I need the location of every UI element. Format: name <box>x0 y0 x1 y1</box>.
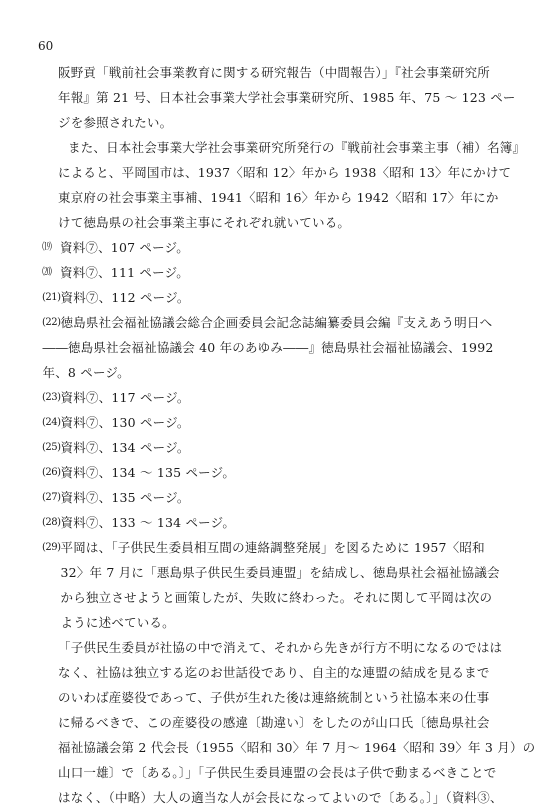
text-line: のいわば産婆役であって、子供が生れた後は連絡統制という社協本来の仕事 <box>58 690 490 705</box>
text-line: 資料⑦、117 ページ。 <box>60 390 190 405</box>
second-paragraph <box>42 135 526 235</box>
text-line: から独立させようと画策したが、失敗に終わった。それに関して平岡は次の <box>60 590 493 605</box>
footnote-number: (23) <box>42 392 61 403</box>
text-line: 資料⑦、135 ページ。 <box>60 490 190 505</box>
text-line: によると、平岡国市は、1937〈昭和 12〉年から 1938〈昭和 13〉年にかけて <box>58 165 512 180</box>
text-line: 資料⑦、134 ページ。 <box>60 440 190 455</box>
footnote-number: (25) <box>42 442 61 453</box>
footnote-number: (27) <box>42 492 61 503</box>
footnote-26 <box>42 460 504 485</box>
footnote-number: (24) <box>42 417 61 428</box>
quotation-block <box>42 635 536 810</box>
footnote-29 <box>42 535 504 635</box>
text-line: けて徳島県の社会事業主事にそれぞれ就いている。 <box>58 215 351 230</box>
text-line: ジを参照されたい。 <box>58 115 173 130</box>
text-line: ――徳島県社会福祉協議会 40 年のあゆみ――』徳島県社会福祉協議会、1992 <box>42 340 494 355</box>
footnote-25 <box>42 435 504 460</box>
text-line: 資料⑦、107 ページ。 <box>60 240 189 255</box>
text-line: 東京府の社会事業主事補、1941〈昭和 16〉年から 1942〈昭和 17〉年にか <box>58 190 499 205</box>
footnote-19 <box>42 235 504 260</box>
text-line: 資料⑦、130 ページ。 <box>60 415 190 430</box>
text-line: 平岡は、「子供民生委員相互間の連絡調整発展」を図るために 1957〈昭和 <box>60 540 485 555</box>
footnote-24 <box>42 410 504 435</box>
footnote-22 <box>42 310 504 385</box>
page-body <box>42 60 536 810</box>
text-line: 福祉協議会第 2 代会長（1955〈昭和 30〉年 7 月〜 1964〈昭和 39〉年 3 月）の <box>58 740 536 755</box>
footnote-number: (29) <box>42 542 61 553</box>
text-line: 山口一雄〕で〔ある。〕」「子供民生委員連盟の会長は子供で動まるべきことで <box>58 765 497 780</box>
footnote-number: (22) <box>42 317 61 328</box>
text-line: 資料⑦、133 〜 134 ページ。 <box>60 515 236 530</box>
footnote-21 <box>42 285 504 310</box>
text-line: 年報』第 21 号、日本社会事業大学社会事業研究所、1985 年、75 〜 123 ペー <box>58 90 516 105</box>
intro-paragraph <box>42 60 516 135</box>
footnote-20 <box>42 260 504 285</box>
footnote-number: ⒇ <box>42 267 52 278</box>
footnote-number: ⒆ <box>42 242 52 253</box>
text-line: 徳島県社会福祉協議会総合企画委員会記念誌編纂委員会編『支えあう明日へ <box>60 315 493 330</box>
text-line: また、日本社会事業大学社会事業研究所発行の『戦前社会事業主事（補）名簿』 <box>68 140 526 155</box>
footnote-23 <box>42 385 504 410</box>
text-line: 阪野貢「戦前社会事業教育に関する研究報告（中間報告）」『社会事業研究所 <box>58 65 491 80</box>
footnote-27 <box>42 485 504 510</box>
footnote-28 <box>42 510 504 535</box>
footnote-number: (28) <box>42 517 61 528</box>
text-line: なく、社協は独立する迄のお世話役であり、自主的な連盟の結成を見るまで <box>58 665 490 680</box>
page-number: 60 <box>38 39 54 53</box>
text-line: に帰るべきで、この産婆役の感違〔勘違い〕をしたのが山口氏〔徳島県社会 <box>58 715 490 730</box>
text-line: ように述べている。 <box>60 615 175 630</box>
text-line: 年、8 ページ。 <box>42 365 130 380</box>
footnote-number: (21) <box>42 292 61 303</box>
text-line: 資料⑦、134 〜 135 ページ。 <box>60 465 236 480</box>
text-line: 資料⑦、112 ページ。 <box>60 290 190 305</box>
text-line: 32〉年 7 月に「悪島県子供民生委員連盟」を結成し、徳島県社会福祉協議会 <box>60 565 500 580</box>
text-line: はなく、（中略）大人の適当な人が会長になってよいので〔ある。〕」（資料③、 <box>58 790 503 805</box>
footnote-number: (26) <box>42 467 61 478</box>
text-line: 資料⑦、111 ページ。 <box>60 265 189 280</box>
text-line: 「子供民生委員が社協の中で消えて、それから先きが行方不明になるのではは <box>58 640 503 655</box>
